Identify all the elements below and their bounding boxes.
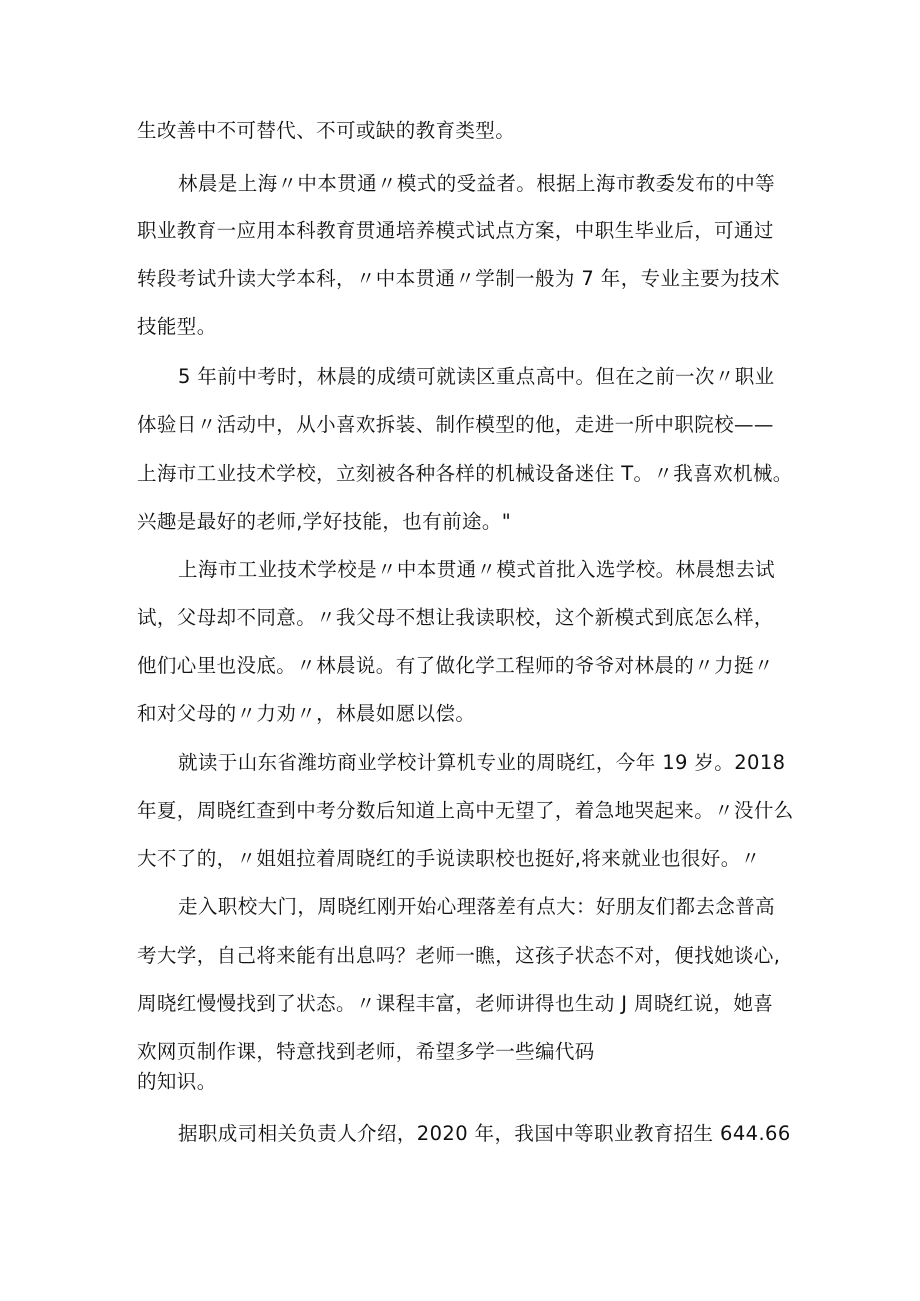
text-line-22: 据职成司相关负责人介绍，2020 年，我国中等职业教育招生 644.66 [178, 1122, 791, 1145]
text-line-1: 生改善中不可替代、不可或缺的教育类型。 [137, 119, 516, 142]
text-line-14: 就读于山东省潍坊商业学校计算机专业的周晓红，今年 19 岁。2018 [178, 751, 786, 774]
text-line-18: 考大学，自己将来能有出息吗？老师一瞧，这孩子状态不对，便找她谈心, [137, 944, 781, 967]
text-line-2: 林晨是上海〃中本贯通〃模式的受益者。根据上海市教委发布的中等 [178, 172, 776, 195]
text-line-13: 和对父母的〃力劝〃，林晨如愿以偿。 [137, 702, 476, 725]
text-line-20: 欢网页制作课，特意找到老师，希望多学一些编代码 [137, 1040, 595, 1063]
text-line-3: 职业教育一应用本科教育贯通培养模式试点方案，中职生毕业后，可通过 [137, 219, 774, 242]
text-line-16: 大不了的，〃姐姐拉着周晓红的手说读职校也挺好,将来就业也很好。〃 [137, 847, 761, 870]
text-line-5: 技能型。 [137, 315, 217, 338]
text-line-10: 上海市工业技术学校是〃中本贯通〃模式首批入选学校。林晨想去试 [178, 558, 776, 581]
text-line-11: 试，父母却不同意。〃我父母不想让我读职校，这个新模式到底怎么样， [137, 606, 774, 629]
text-line-4: 转段考试升读大学本科，〃中本贯通〃学制一般为 7 年，专业主要为技术 [137, 267, 780, 290]
text-line-7: 体验日〃活动中，从小喜欢拆装、制作模型的他，走进一所中职院校—— [137, 413, 774, 436]
text-line-21: 的知识。 [137, 1070, 217, 1093]
text-line-12: 他们心里也没底。〃林晨说。有了做化学工程师的爷爷对林晨的〃力挺〃 [137, 654, 774, 677]
text-line-8: 上海市工业技术学校，立刻被各种各样的机械设备迷住 T。〃我喜欢机械。 [137, 462, 793, 485]
text-line-9: 兴趣是最好的老师,学好技能，也有前途。" [137, 510, 512, 533]
text-line-6: 5 年前中考时，林晨的成绩可就读区重点高中。但在之前一次〃职业 [178, 365, 775, 388]
text-line-15: 年夏，周晓红查到中考分数后知道上高中无望了，着急地哭起来。〃没什么 [137, 799, 794, 822]
text-line-17: 走入职校大门，周晓红刚开始心理落差有点大：好朋友们都去念普高 [178, 895, 776, 918]
text-line-19: 周晓红慢慢找到了状态。〃课程丰富，老师讲得也生动 J 周晓红说，她喜 [137, 992, 774, 1015]
